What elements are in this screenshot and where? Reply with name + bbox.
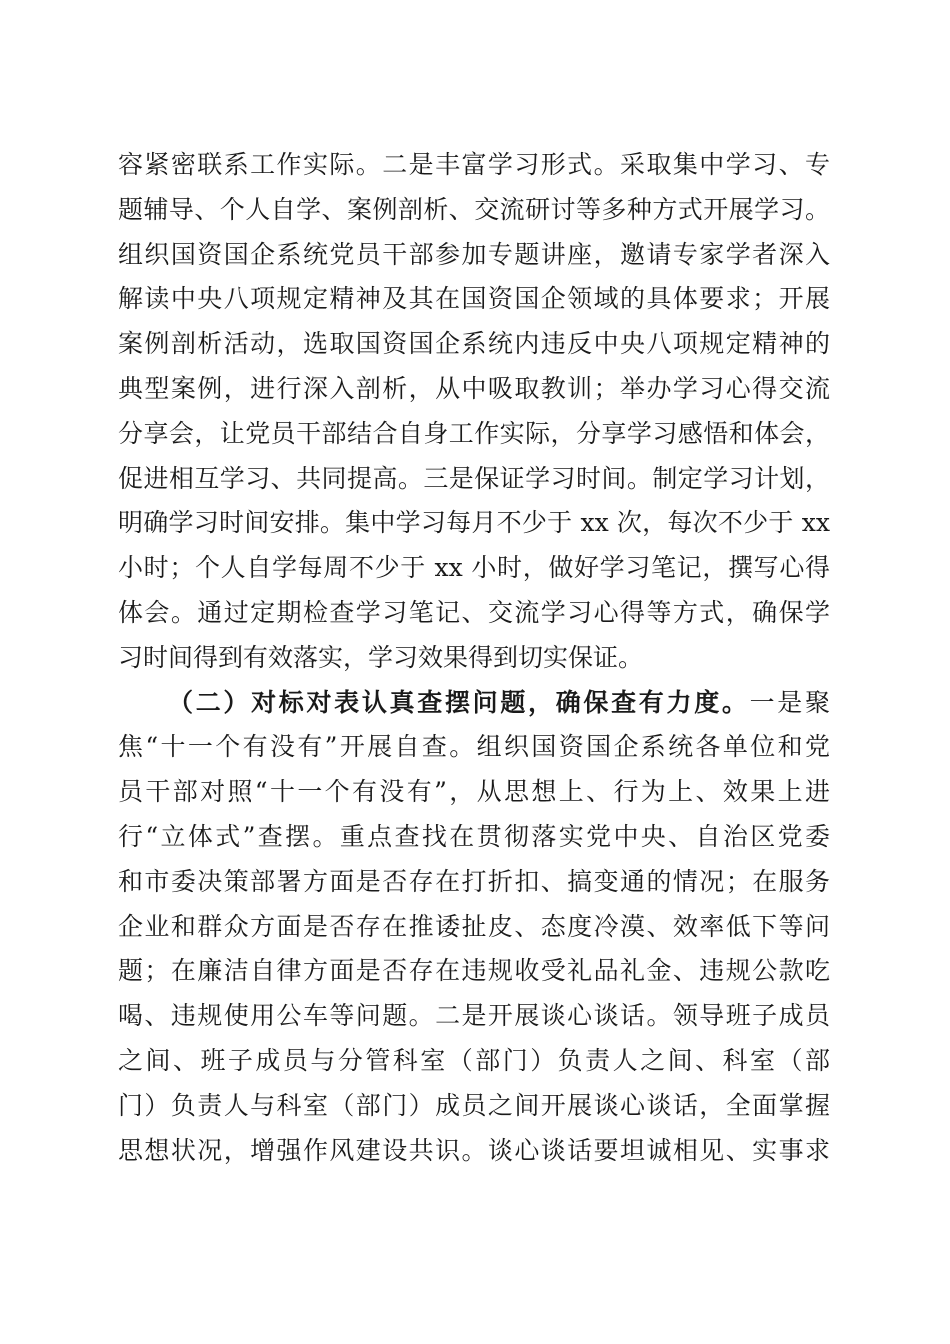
section-heading: （二）对标对表认真查摆问题，确保查有力度。 — [168, 687, 750, 717]
text-line: 题；在廉洁自律方面是否存在违规收受礼品礼金、违规公款吃 — [118, 956, 830, 986]
text-line: 之间、班子成员与分管科室（部门）负责人之间、科室（部 — [118, 1045, 830, 1075]
text-line: 思想状况，增强作风建设共识。谈心谈话要坦诚相见、实事求 — [118, 1135, 830, 1165]
text-line: 典型案例，进行深入剖析，从中吸取教训；举办学习心得交流 — [118, 373, 830, 403]
text-line: 容紧密联系工作实际。二是丰富学习形式。采取集中学习、专 — [118, 150, 830, 179]
text-line: 焦“十一个有没有”开展自查。组织国资国企系统各单位和党 — [118, 732, 830, 762]
text-run: 一是聚 — [749, 687, 830, 717]
text-line: 企业和群众方面是否存在推诿扯皮、态度冷漠、效率低下等问 — [118, 911, 830, 941]
text-line: 小时；个人自学每周不少于 xx 小时，做好学习笔记，撰写心得 — [118, 553, 830, 583]
text-line: 体会。通过定期检查学习笔记、交流学习心得等方式，确保学 — [118, 597, 830, 627]
section-heading-line — [118, 681, 830, 726]
text-line: 和市委决策部署方面是否存在打折扣、搞变通的情况；在服务 — [118, 866, 830, 896]
text-line: 组织国资国企系统党员干部参加专题讲座，邀请专家学者深入 — [118, 239, 830, 269]
text-line: 案例剖析活动，选取国资国企系统内违反中央八项规定精神的 — [118, 329, 830, 359]
text-line: 解读中央八项规定精神及其在国资国企领域的具体要求；开展 — [118, 284, 830, 314]
text-line: 行“立体式”查摆。重点查找在贯彻落实党中央、自治区党委 — [118, 821, 830, 851]
body-text — [118, 143, 830, 1173]
text-line: 促进相互学习、共同提高。三是保证学习时间。制定学习计划， — [118, 463, 830, 493]
text-line: 习时间得到有效落实，学习效果得到切实保证。 — [118, 642, 644, 672]
text-line: 门）负责人与科室（部门）成员之间开展谈心谈话，全面掌握 — [118, 1090, 830, 1120]
text-line: 题辅导、个人自学、案例剖析、交流研讨等多种方式开展学习。 — [118, 194, 830, 224]
text-line: 喝、违规使用公车等问题。二是开展谈心谈话。领导班子成员 — [118, 1001, 830, 1031]
text-line: 明确学习时间安排。集中学习每月不少于 xx 次，每次不少于 xx — [118, 508, 830, 538]
text-line: 员干部对照“十一个有没有”，从思想上、行为上、效果上进 — [118, 777, 830, 807]
text-line: 分享会，让党员干部结合自身工作实际，分享学习感悟和体会， — [118, 418, 830, 448]
